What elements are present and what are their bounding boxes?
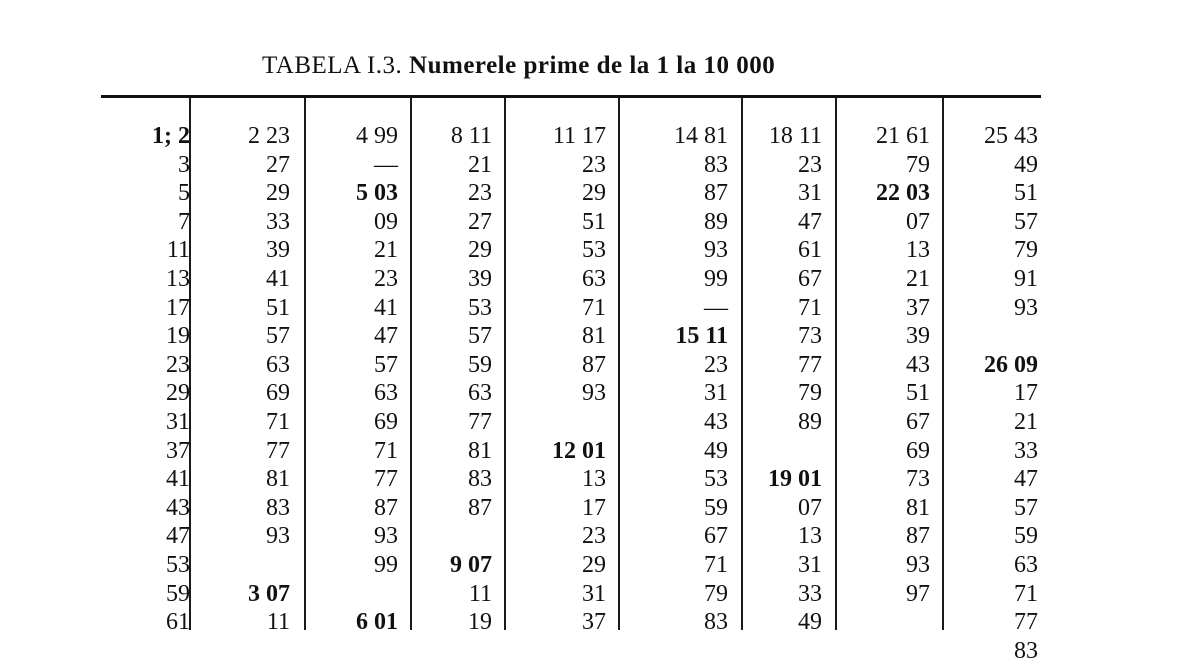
block-separator: — — [704, 294, 728, 321]
prime-entry: 43 — [704, 409, 728, 435]
prime-entry: 18 11 — [768, 123, 822, 149]
prime-block-start: 26 09 — [984, 351, 1038, 378]
prime-entry: 81 — [266, 466, 290, 493]
prime-entry: 43 — [166, 494, 190, 521]
prime-entry: 67 — [798, 266, 822, 292]
prime-entry: 07 — [798, 494, 822, 521]
prime-entry: 77 — [374, 466, 398, 493]
prime-entry: 53 — [468, 294, 492, 321]
prime-block-start: 12 01 — [552, 437, 606, 464]
prime-entry: 83 — [266, 494, 290, 521]
prime-entry: 69 — [374, 409, 398, 435]
prime-entry: 07 — [906, 208, 930, 235]
table-title-text: Numerele prime de la 1 la 10 000 — [409, 52, 776, 79]
prime-entry: 41 — [374, 294, 398, 321]
prime-entry: 93 — [1014, 294, 1038, 321]
prime-entry: 69 — [906, 437, 930, 464]
prime-entry: 47 — [166, 523, 190, 550]
prime-entry: 29 — [582, 180, 606, 207]
prime-entry: 73 — [798, 323, 822, 350]
prime-entry: 83 — [704, 609, 728, 636]
prime-entry: 93 — [266, 523, 290, 550]
prime-entry: 87 — [704, 180, 728, 207]
prime-block-start: 19 01 — [768, 466, 822, 493]
prime-entry: 27 — [468, 208, 492, 235]
prime-entry: 17 — [166, 294, 190, 321]
prime-entry: 7 — [178, 208, 190, 235]
prime-entry: 73 — [906, 466, 930, 493]
prime-entry: 53 — [704, 466, 728, 493]
block-separator: — — [374, 151, 398, 178]
prime-entry: 91 — [1014, 266, 1038, 292]
prime-entry: 71 — [266, 409, 290, 435]
column-divider — [942, 98, 944, 630]
prime-entry: 53 — [166, 552, 190, 578]
prime-entry: 41 — [266, 266, 290, 292]
prime-entry: 23 — [704, 351, 728, 378]
prime-entry: 29 — [582, 552, 606, 578]
prime-entry: 93 — [582, 380, 606, 407]
prime-entry: 11 — [166, 237, 190, 264]
prime-entry: 71 — [374, 437, 398, 464]
prime-entry: 43 — [906, 351, 930, 378]
prime-entry: 63 — [468, 380, 492, 407]
prime-entry: 51 — [1014, 180, 1038, 207]
prime-entry: 14 81 — [674, 123, 728, 149]
prime-entry: 27 — [266, 151, 290, 178]
prime-entry: 79 — [906, 151, 930, 178]
prime-entry: 63 — [266, 351, 290, 378]
prime-entry: 3 — [178, 151, 190, 178]
prime-entry: 87 — [374, 494, 398, 521]
prime-entry: 13 — [906, 237, 930, 264]
column-divider — [835, 98, 837, 630]
prime-entry: 23 — [374, 266, 398, 292]
prime-entry: 33 — [266, 208, 290, 235]
prime-entry: 81 — [582, 323, 606, 350]
prime-entry: 63 — [374, 380, 398, 407]
prime-entry: 09 — [374, 208, 398, 235]
prime-entry: 57 — [468, 323, 492, 350]
table-title-prefix: TABELA I.3. — [262, 52, 403, 79]
prime-entry: 29 — [266, 180, 290, 207]
prime-entry: 79 — [798, 380, 822, 407]
prime-entry: 79 — [704, 580, 728, 607]
prime-entry: 59 — [1014, 523, 1038, 550]
prime-entry: 67 — [704, 523, 728, 550]
prime-entry: 41 — [166, 466, 190, 493]
prime-entry: 19 — [166, 323, 190, 350]
prime-entry: 31 — [798, 180, 822, 207]
prime-entry: 93 — [906, 552, 930, 578]
column-divider — [304, 98, 306, 630]
prime-entry: 49 — [798, 609, 822, 636]
prime-entry: 21 — [1014, 409, 1038, 435]
prime-entry: 99 — [374, 552, 398, 578]
prime-entry: 93 — [374, 523, 398, 550]
prime-entry: 77 — [798, 351, 822, 378]
prime-entry: 21 — [374, 237, 398, 264]
prime-entry: 17 — [582, 494, 606, 521]
prime-entry: 23 — [166, 351, 190, 378]
prime-entry: 83 — [704, 151, 728, 178]
prime-entry: 11 17 — [552, 123, 606, 149]
prime-entry: 71 — [798, 294, 822, 321]
prime-entry: 49 — [704, 437, 728, 464]
prime-entry: 83 — [468, 466, 492, 493]
prime-entry: 81 — [906, 494, 930, 521]
prime-entry: 87 — [468, 494, 492, 521]
prime-entry: 13 — [798, 523, 822, 550]
prime-entry: 21 — [468, 151, 492, 178]
prime-entry: 21 — [906, 266, 930, 292]
prime-entry: 29 — [166, 380, 190, 407]
prime-entry: 17 — [1014, 380, 1038, 407]
prime-entry: 57 — [1014, 208, 1038, 235]
column-divider — [618, 98, 620, 630]
prime-entry: 51 — [906, 380, 930, 407]
prime-entry: 79 — [1014, 237, 1038, 264]
prime-entry: 4 99 — [356, 123, 398, 149]
prime-entry: 59 — [704, 494, 728, 521]
prime-entry: 23 — [582, 151, 606, 178]
prime-entry: 39 — [468, 266, 492, 292]
prime-entry: 31 — [166, 409, 190, 435]
prime-entry: 11 — [266, 609, 290, 636]
prime-entry: 37 — [582, 609, 606, 636]
prime-block-start: 1; 2 — [152, 123, 190, 149]
prime-entry: 21 61 — [876, 123, 930, 149]
prime-entry: 33 — [798, 580, 822, 607]
prime-entry: 5 — [178, 180, 190, 207]
prime-entry: 39 — [266, 237, 290, 264]
prime-entry: 13 — [166, 266, 190, 292]
prime-entry: 89 — [798, 409, 822, 435]
prime-entry: 59 — [166, 580, 190, 607]
prime-entry: 89 — [704, 208, 728, 235]
prime-entry: 23 — [468, 180, 492, 207]
prime-block-start: 15 11 — [675, 323, 728, 350]
prime-entry: 63 — [582, 266, 606, 292]
prime-entry: 33 — [1014, 437, 1038, 464]
prime-entry: 23 — [798, 151, 822, 178]
prime-block-start: 22 03 — [876, 180, 930, 207]
prime-entry: 51 — [266, 294, 290, 321]
prime-entry: 57 — [1014, 494, 1038, 521]
prime-entry: 99 — [704, 266, 728, 292]
prime-entry: 67 — [906, 409, 930, 435]
prime-entry: 37 — [906, 294, 930, 321]
prime-entry: 49 — [1014, 151, 1038, 178]
header-rule — [101, 95, 1041, 98]
prime-entry: 31 — [704, 380, 728, 407]
prime-block-start: 9 07 — [450, 552, 492, 578]
prime-entry: 81 — [468, 437, 492, 464]
prime-entry: 83 — [1014, 637, 1038, 664]
prime-block-start: 3 07 — [248, 580, 290, 607]
prime-entry: 31 — [582, 580, 606, 607]
prime-entry: 93 — [704, 237, 728, 264]
prime-entry: 77 — [1014, 609, 1038, 636]
prime-entry: 59 — [468, 351, 492, 378]
prime-entry: 57 — [266, 323, 290, 350]
prime-entry: 31 — [798, 552, 822, 578]
prime-block-start: 6 01 — [356, 609, 398, 636]
prime-entry: 77 — [266, 437, 290, 464]
prime-entry: 57 — [374, 351, 398, 378]
prime-entry: 2 23 — [248, 123, 290, 149]
prime-entry: 61 — [798, 237, 822, 264]
prime-entry: 97 — [906, 580, 930, 607]
prime-entry: 53 — [582, 237, 606, 264]
prime-entry: 19 — [468, 609, 492, 636]
prime-entry: 71 — [1014, 580, 1038, 607]
prime-entry: 29 — [468, 237, 492, 264]
prime-entry: 61 — [166, 609, 190, 636]
table-title — [262, 52, 775, 80]
prime-entry: 77 — [468, 409, 492, 435]
prime-entry: 69 — [266, 380, 290, 407]
prime-entry: 87 — [582, 351, 606, 378]
prime-entry: 87 — [906, 523, 930, 550]
prime-entry: 71 — [582, 294, 606, 321]
prime-entry: 51 — [582, 208, 606, 235]
prime-entry: 63 — [1014, 552, 1038, 578]
prime-entry: 23 — [582, 523, 606, 550]
prime-entry: 47 — [374, 323, 398, 350]
column-divider — [741, 98, 743, 630]
prime-entry: 37 — [166, 437, 190, 464]
prime-entry: 11 — [468, 580, 492, 607]
prime-entry: 13 — [582, 466, 606, 493]
prime-entry: 47 — [798, 208, 822, 235]
prime-entry: 25 43 — [984, 123, 1038, 149]
prime-entry: 39 — [906, 323, 930, 350]
prime-entry: 47 — [1014, 466, 1038, 493]
prime-entry: 8 11 — [450, 123, 492, 149]
column-divider — [504, 98, 506, 630]
prime-block-start: 5 03 — [356, 180, 398, 207]
column-divider — [410, 98, 412, 630]
prime-entry: 71 — [704, 552, 728, 578]
